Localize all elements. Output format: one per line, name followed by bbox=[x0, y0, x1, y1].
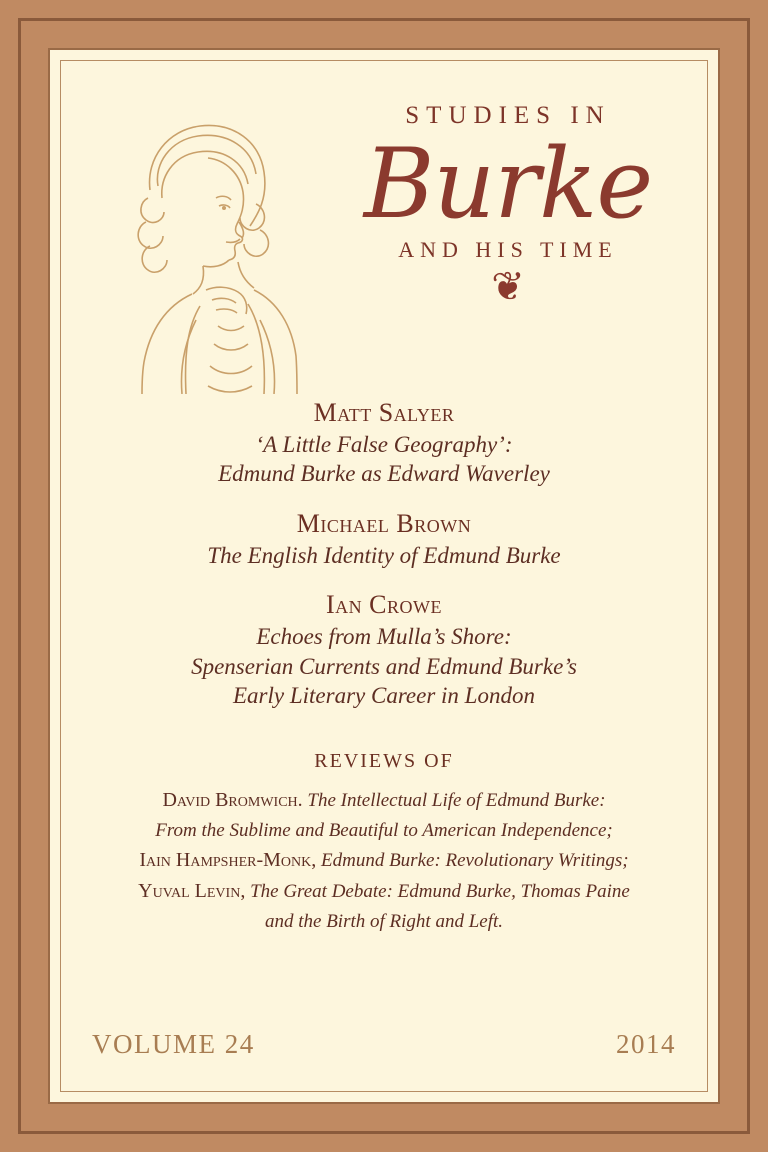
contents-list bbox=[50, 398, 718, 731]
review-title: and the Birth of Right and Left. bbox=[264, 911, 504, 933]
review-line bbox=[50, 845, 718, 876]
article-title-line: Early Literary Career in London bbox=[233, 683, 535, 709]
article-title-line: Echoes from Mulla’s Shore: bbox=[256, 624, 512, 650]
volume-label: VOLUME 24 bbox=[92, 1029, 255, 1059]
journal-title-bottom: AND HIS TIME bbox=[398, 236, 618, 262]
article-entry bbox=[50, 398, 718, 489]
review-line bbox=[50, 907, 718, 936]
review-line bbox=[50, 816, 718, 845]
article-title-line: ‘A Little False Geography’: bbox=[255, 432, 513, 457]
review-author: David Bromwich. bbox=[162, 789, 303, 811]
article-author: Michael Brown bbox=[296, 508, 472, 538]
article-entry bbox=[50, 509, 718, 570]
review-line bbox=[50, 785, 718, 816]
journal-title-block bbox=[318, 102, 698, 310]
review-title: From the Sublime and Beautiful to American Independence; bbox=[155, 820, 613, 841]
reviews-section bbox=[50, 750, 718, 937]
article-title-line: The English Identity of Edmund Burke bbox=[207, 542, 561, 568]
review-line bbox=[50, 876, 718, 907]
review-author: Iain Hampsher-Monk, bbox=[139, 849, 317, 872]
review-title: The Great Debate: Edmund Burke, Thomas Paine bbox=[245, 881, 630, 903]
cover-page bbox=[48, 48, 720, 1104]
burke-portrait-illustration bbox=[88, 94, 308, 394]
article-entry bbox=[50, 590, 718, 710]
review-title: The Intellectual Life of Edmund Burke: bbox=[302, 790, 606, 811]
journal-title-script: Burke bbox=[363, 128, 653, 240]
article-title-line: Spenserian Currents and Edmund Burke’s bbox=[191, 653, 577, 679]
masthead bbox=[50, 80, 718, 380]
flourish-ornament-icon: ❦ bbox=[491, 263, 525, 310]
review-title: Edmund Burke: Revolutionary Writings; bbox=[316, 850, 629, 872]
article-author: Ian Crowe bbox=[326, 590, 442, 620]
cover-footer bbox=[92, 1029, 676, 1060]
journal-title-top: STUDIES IN bbox=[405, 102, 611, 129]
review-author: Yuval Levin, bbox=[138, 880, 246, 903]
article-title-line: Edmund Burke as Edward Waverley bbox=[218, 461, 550, 487]
year-label: 2014 bbox=[616, 1029, 676, 1059]
article-author: Matt Salyer bbox=[313, 398, 455, 427]
reviews-heading: REVIEWS OF bbox=[314, 750, 454, 772]
